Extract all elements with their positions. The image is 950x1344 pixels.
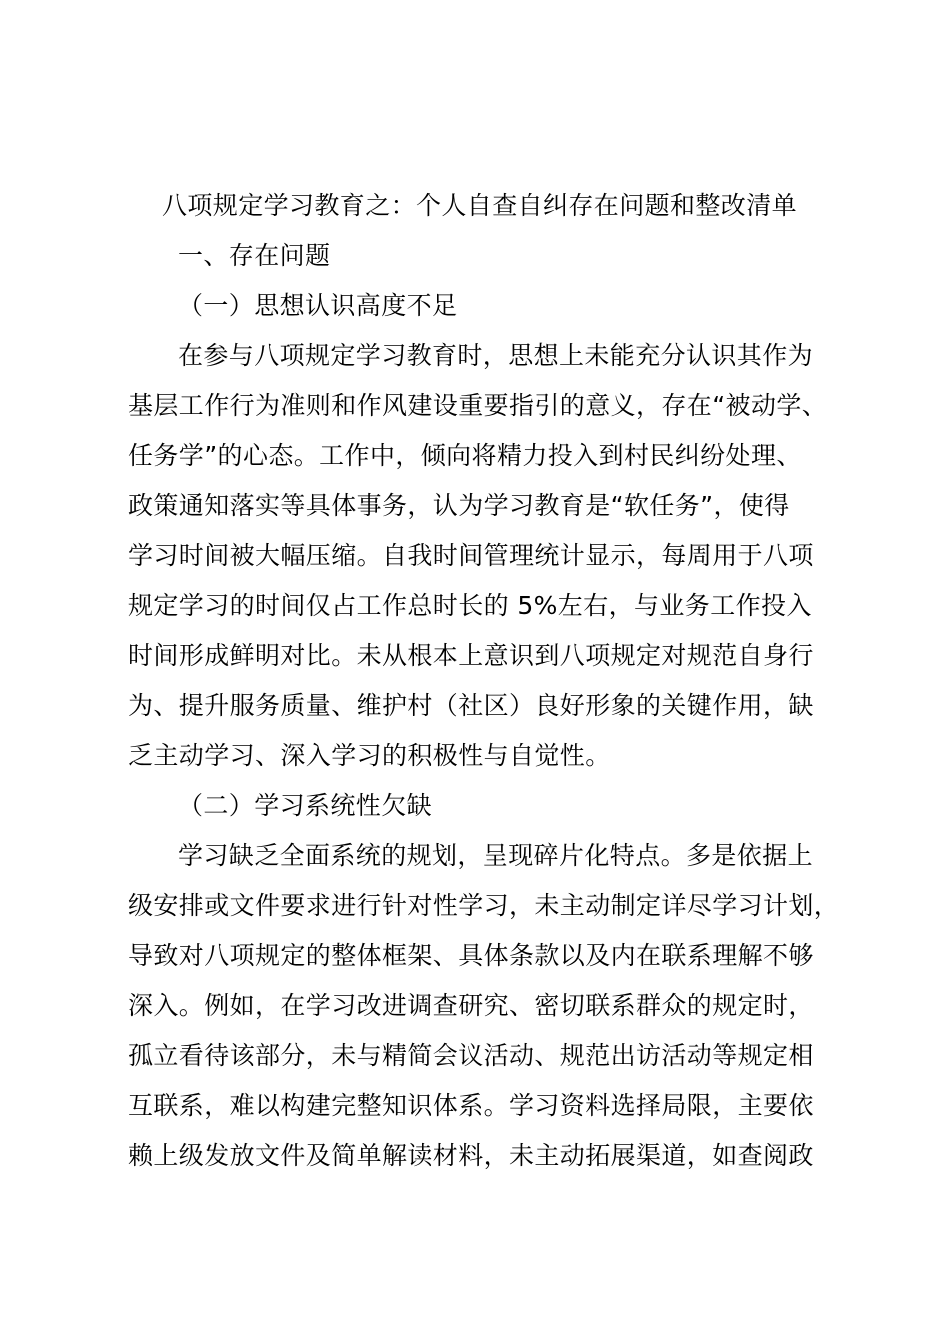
document-body [128,181,840,1181]
document-title: 八项规定学习教育之：个人自查自纠存在问题和整改清单 [162,191,798,220]
paragraph-line: 任务学”的心态。工作中，倾向将精力投入到村民纠纷处理、 [128,441,802,470]
paragraph-line: 在参与八项规定学习教育时，思想上未能充分认识其作为 [178,341,814,370]
paragraph-line: 级安排或文件要求进行针对性学习，未主动制定详尽学习计划， [128,891,840,920]
subsection-heading: （二）学习系统性欠缺 [178,791,433,820]
paragraph-line: 赖上级发放文件及简单解读材料，未主动拓展渠道，如查阅政 [128,1141,814,1170]
paragraph-line: 导致对八项规定的整体框架、具体条款以及内在联系理解不够 [128,941,814,970]
paragraph-line: 学习缺乏全面系统的规划，呈现碎片化特点。多是依据上 [178,841,814,870]
subsection-heading: （一）思想认识高度不足 [178,291,458,320]
paragraph-line: 深入。例如，在学习改进调查研究、密切联系群众的规定时， [128,991,814,1020]
paragraph-2 [128,831,840,1181]
paragraph-line: 为、提升服务质量、维护村（社区）良好形象的关键作用，缺 [128,691,814,720]
paragraph-line: 政策通知落实等具体事务，认为学习教育是“软任务”，使得 [128,491,790,520]
paragraph-line: 互联系，难以构建完整知识体系。学习资料选择局限，主要依 [128,1091,814,1120]
section-heading: 一、存在问题 [178,241,331,270]
paragraph-line: 孤立看待该部分，未与精简会议活动、规范出访活动等规定相 [128,1041,814,1070]
paragraph-line: 规定学习的时间仅占工作总时长的 5%左右，与业务工作投入 [128,591,812,620]
paragraph-line: 时间形成鲜明对比。未从根本上意识到八项规定对规范自身行 [128,641,814,670]
paragraph-line: 基层工作行为准则和作风建设重要指引的意义，存在“被动学、 [128,391,828,420]
paragraph-line: 学习时间被大幅压缩。自我时间管理统计显示，每周用于八项 [128,541,814,570]
paragraph-line: 乏主动学习、深入学习的积极性与自觉性。 [128,741,611,770]
paragraph-1 [128,331,828,781]
